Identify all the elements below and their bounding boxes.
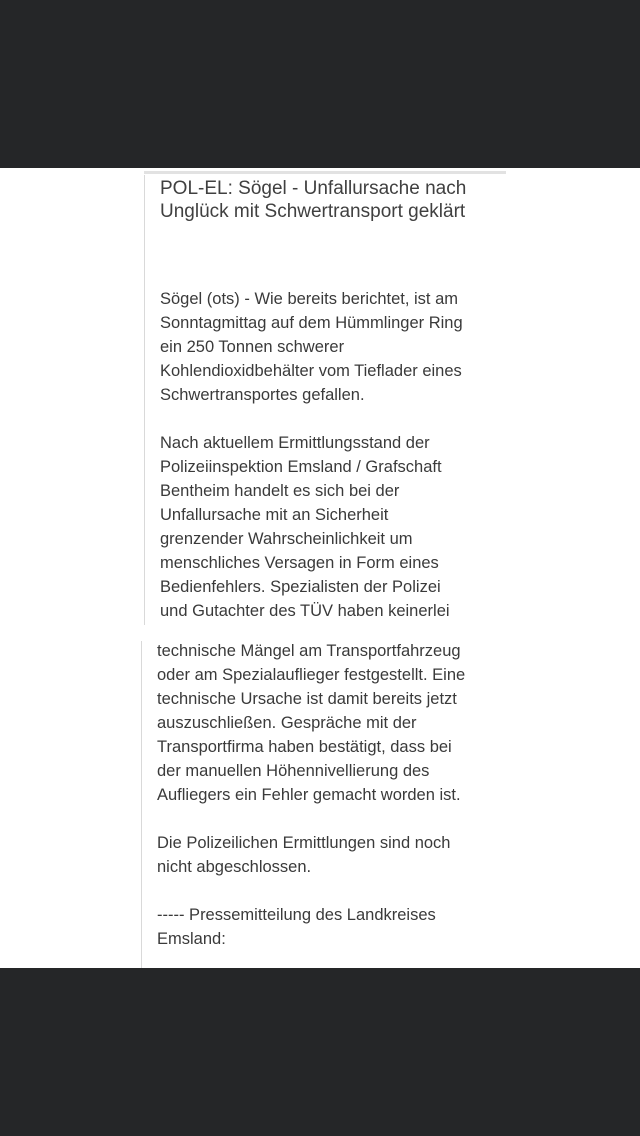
card-top-shadow [144,171,506,174]
bottom-dark-area [0,968,640,1136]
article-paragraph-intro: Sögel (ots) - Wie bereits berichtet, ist am Sonntagmittag auf dem Hümmlinger Ring ein 250 Tonnen schwerer Kohlendioxidbehälter vom Tieflader eines Schwertransportes gefallen. [160,290,463,404]
article-paragraph-press-release: ----- Pressemitteilung des Landkreises Emsland: [157,906,436,948]
card-left-border-bottom [141,641,142,968]
article-paragraph-technical: technische Mängel am Transportfahrzeug oder am Spezialauflieger festgestellt. Eine technische Ursache ist damit bereits jetzt auszuschließen. Gespräche mit der Transportfirma haben bestätigt, dass bei der manuellen Höhennivellierung des Aufliegers ein Fehler gemacht worden ist. [157,642,466,804]
card-left-border-top [144,175,145,625]
article-paragraph-status: Die Polizeilichen Ermittlungen sind noch nicht abgeschlossen. [157,834,451,876]
top-dark-area [0,0,640,168]
article-paragraph-investigation: Nach aktuellem Ermittlungsstand der Polizeiinspektion Emsland / Grafschaft Bentheim handelt es sich bei der Unfallursache mit an Sicherheit grenzender Wahrscheinlichkeit um menschliches Versagen in Form eines Bedienfehlers. Spezialisten der Polizei und Gutachter des TÜV haben keinerlei [160,434,450,620]
article-title: POL-EL: Sögel - Unfallursache nach Unglück mit Schwertransport geklärt [160,178,467,222]
